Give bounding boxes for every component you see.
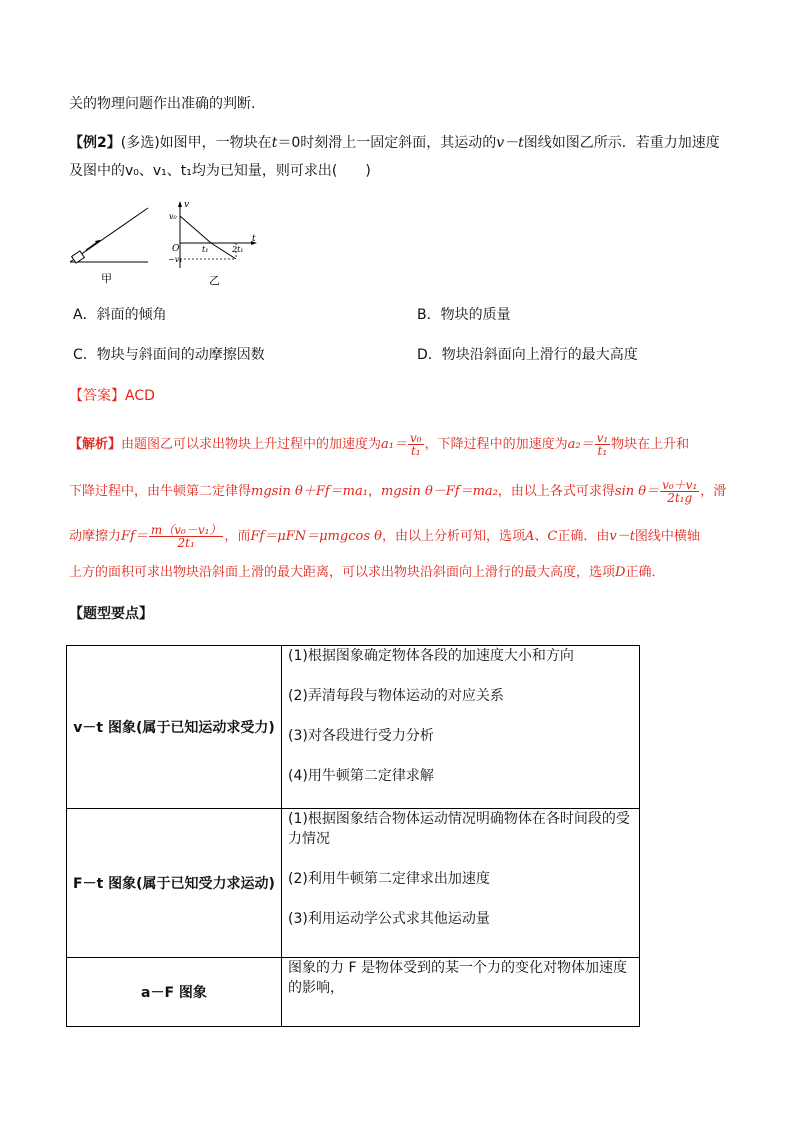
sin-theta: sin θ＝ [614, 484, 660, 499]
equation-rise: mgsin θ＋Ff＝ma₁ [251, 484, 368, 499]
section-title: 【题型要点】 [69, 606, 153, 622]
analysis-line-3 [69, 524, 700, 549]
key-points-table [66, 645, 640, 1027]
equation-fall: mgsin θ－Ff＝ma₂ [380, 484, 498, 499]
frac-num: v₁ [596, 431, 609, 445]
analysis-text: 上方的面积可求出物块沿斜面上滑的最大距离，可以求出物块沿斜面向上滑行的最大高度，选项 [69, 565, 616, 580]
vt-graph [168, 198, 268, 290]
v-axis-arrow [178, 201, 182, 207]
fraction-v1-t1 [595, 432, 611, 457]
var-vt: v－t [609, 529, 635, 544]
analysis-text: 物块在上升和 [611, 437, 690, 452]
var-t: t [271, 135, 278, 151]
row-points [282, 809, 640, 958]
example-line-2: 及图中的v₀、v₁、t₁均为已知量，则可求出( ) [69, 163, 371, 179]
block [72, 251, 85, 263]
frac-num: v₀＋v₁ [662, 478, 698, 492]
point: (1)根据图象确定物体各段的加速度大小和方向 [288, 648, 574, 664]
fraction-ff [149, 524, 224, 549]
opt-c-ref: C [547, 529, 558, 544]
frac-num: m（v₀－v₁） [150, 523, 222, 537]
point: 图象的力 F 是物体受到的某一个力的变化对物体加速度的影响， [288, 960, 627, 996]
row-points [282, 958, 640, 1027]
caption-jia: 甲 [101, 272, 112, 284]
frac-den: t₁ [597, 444, 608, 458]
analysis-text: 下降过程中，由牛顿第二定律得 [69, 484, 252, 499]
analysis-text: ，由以上分析可知，选项 [381, 529, 525, 544]
opt-d-ref: D [615, 565, 626, 580]
caption-yi: 乙 [209, 274, 220, 287]
row-label-vt: v－t 图象(属于已知运动求受力) [67, 646, 282, 809]
var-a1: a₁＝ [381, 437, 407, 452]
example-line-1 [69, 133, 720, 153]
label-v0: v₀ [169, 212, 177, 221]
example-text: 图线如图乙所示．若重力加速度 [523, 135, 720, 151]
analysis-text: 图线中横轴 [634, 529, 700, 544]
option-c: C．物块与斜面间的动摩擦因数 [73, 347, 265, 363]
analysis-tag: 【解析】 [69, 437, 122, 452]
intro-line: 关的物理问题作出准确的判断． [69, 96, 265, 112]
rise-segment [180, 216, 211, 243]
var-a2: a₂＝ [567, 437, 594, 452]
analysis-text: 动摩擦力 [69, 529, 122, 544]
point: (3)利用运动学公式求其他运动量 [288, 911, 490, 927]
analysis-text: ，滑 [700, 484, 727, 499]
label-neg-v1: −v₁ [168, 255, 183, 264]
answer: 【答案】ACD [69, 388, 155, 404]
frac-den: 2t₁g [667, 491, 693, 505]
example-tag: 【例2】 [69, 135, 121, 151]
row-label-af: a－F 图象 [67, 958, 282, 1027]
frac-den: 2t₁ [177, 536, 195, 550]
label-t: t [252, 234, 256, 244]
point: (4)用牛顿第二定律求解 [288, 768, 434, 784]
var-ff: Ff＝ [121, 529, 148, 544]
analysis-text: 正确． [625, 565, 665, 580]
fraction-v0-t1 [408, 432, 424, 457]
option-a: A．斜面的倾角 [73, 307, 167, 323]
label-origin: O [172, 244, 180, 254]
example-text: ＝0时刻滑上一固定斜面，其运动的 [277, 135, 497, 151]
analysis-text: ， [367, 484, 381, 499]
fraction-sin [660, 479, 699, 504]
label-t1: t₁ [202, 245, 209, 254]
point: (3)对各段进行受力分析 [288, 728, 434, 744]
option-d: D．物块沿斜面向上滑行的最大高度 [417, 347, 638, 363]
equation-friction: Ff＝μFN＝μmgcos θ [250, 529, 382, 544]
table-row [67, 646, 640, 809]
table-row [67, 809, 640, 958]
point: (1)根据图象结合物体运动情况明确物体在各时间段的受力情况 [288, 811, 630, 847]
analysis-text: ，下降过程中的加速度为 [424, 437, 568, 452]
label-2t1: 2t₁ [232, 245, 244, 254]
row-points [282, 646, 640, 809]
analysis-text: ，由以上各式可求得 [497, 484, 615, 499]
analysis-line-4 [69, 563, 664, 583]
var-vt: v－t [496, 135, 524, 151]
table-row [67, 958, 640, 1027]
label-v: v [184, 200, 190, 210]
point: (2)弄清每段与物体运动的对应关系 [288, 688, 504, 704]
example-text: (多选)如图甲，一物块在 [120, 135, 272, 151]
frac-num: v₀ [410, 431, 422, 445]
row-label-ft: F－t 图象(属于已知受力求运动) [67, 809, 282, 958]
option-b: B．物块的质量 [417, 307, 511, 323]
analysis-text: 由题图乙可以求出物块上升过程中的加速度为 [121, 437, 382, 452]
analysis-line-2 [69, 479, 726, 504]
opt-a-ref: A [524, 529, 535, 544]
frac-den: t₁ [410, 444, 421, 458]
analysis-line-1 [69, 432, 689, 457]
analysis-text: ，而 [224, 529, 251, 544]
analysis-text: 正确．由 [557, 529, 610, 544]
analysis-text: 、 [534, 529, 548, 544]
point: (2)利用牛顿第二定律求出加速度 [288, 871, 490, 887]
